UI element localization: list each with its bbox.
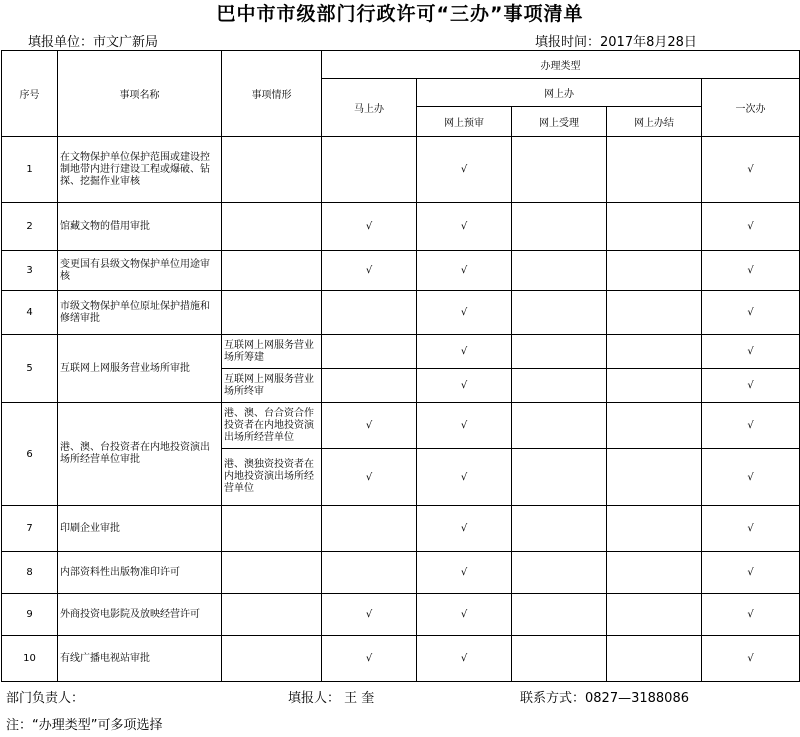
meta-row (0, 28, 800, 50)
check-immediate: √ (322, 449, 417, 506)
row-item-name: 在文物保护单位保护范围或建设控制地带内进行建设工程或爆破、钻探、挖掘作业审核 (58, 137, 222, 203)
check-online-accept (512, 335, 607, 369)
check-online-accept (512, 636, 607, 682)
contact-info: 联系方式：0827—3188086 (520, 691, 689, 706)
header-immediate: 马上办 (322, 79, 417, 137)
table-row (2, 636, 800, 682)
row-situation (222, 506, 322, 552)
check-once: √ (702, 291, 800, 335)
check-online-complete (607, 291, 702, 335)
row-situation (222, 291, 322, 335)
page-title: 巴中市市级部门行政许可“三办”事项清单 (216, 3, 584, 25)
row-situation: 港、澳、台合资合作投资者在内地投资演出场所经营单位 (222, 403, 322, 449)
row-item-name: 内部资料性出版物准印许可 (58, 552, 222, 594)
header-online: 网上办 (417, 79, 702, 107)
check-once: √ (702, 594, 800, 636)
check-online-accept (512, 552, 607, 594)
table-row (2, 291, 800, 335)
check-once: √ (702, 251, 800, 291)
check-online-accept (512, 203, 607, 251)
check-online-accept (512, 369, 607, 403)
check-once: √ (702, 403, 800, 449)
row-situation (222, 552, 322, 594)
check-online-review: √ (417, 594, 512, 636)
check-immediate (322, 291, 417, 335)
table-row (2, 251, 800, 291)
check-once: √ (702, 506, 800, 552)
check-once: √ (702, 552, 800, 594)
table-row (2, 335, 800, 369)
check-online-complete (607, 203, 702, 251)
row-item-name: 馆藏文物的借用审批 (58, 203, 222, 251)
row-seq: 6 (2, 403, 58, 506)
row-seq: 3 (2, 251, 58, 291)
table-row (2, 203, 800, 251)
check-online-review: √ (417, 449, 512, 506)
department-head: 部门负责人： (6, 691, 85, 706)
check-online-accept (512, 291, 607, 335)
row-seq: 5 (2, 335, 58, 403)
row-situation: 港、澳独资投资者在内地投资演出场所经营单位 (222, 449, 322, 506)
row-seq: 4 (2, 291, 58, 335)
row-seq: 9 (2, 594, 58, 636)
check-online-accept (512, 594, 607, 636)
header-once: 一次办 (702, 79, 800, 137)
header-type: 办理类型 (322, 51, 800, 79)
check-online-review: √ (417, 636, 512, 682)
row-seq: 10 (2, 636, 58, 682)
row-seq: 8 (2, 552, 58, 594)
header-online-complete: 网上办结 (607, 107, 702, 137)
table-row (2, 137, 800, 203)
table-row (2, 552, 800, 594)
check-once: √ (702, 369, 800, 403)
row-situation: 互联网上网服务营业场所筹建 (222, 335, 322, 369)
table-row (2, 403, 800, 449)
row-item-name: 外商投资电影院及放映经营许可 (58, 594, 222, 636)
check-online-review: √ (417, 335, 512, 369)
check-online-accept (512, 449, 607, 506)
check-immediate (322, 137, 417, 203)
check-online-complete (607, 594, 702, 636)
row-seq: 2 (2, 203, 58, 251)
row-item-name: 市级文物保护单位原址保护措施和修缮审批 (58, 291, 222, 335)
check-online-complete (607, 403, 702, 449)
check-once: √ (702, 449, 800, 506)
check-immediate: √ (322, 594, 417, 636)
check-once: √ (702, 636, 800, 682)
check-online-complete (607, 552, 702, 594)
check-immediate: √ (322, 251, 417, 291)
row-situation (222, 203, 322, 251)
check-online-accept (512, 137, 607, 203)
row-situation (222, 251, 322, 291)
check-online-complete (607, 636, 702, 682)
reporting-date: 填报时间：2017年8月28日 (535, 35, 697, 50)
check-immediate (322, 369, 417, 403)
check-immediate: √ (322, 203, 417, 251)
check-online-complete (607, 335, 702, 369)
check-immediate (322, 506, 417, 552)
check-once: √ (702, 137, 800, 203)
header-online-accept: 网上受理 (512, 107, 607, 137)
items-table (1, 50, 800, 682)
row-item-name: 印刷企业审批 (58, 506, 222, 552)
header-name: 事项名称 (58, 51, 222, 137)
check-immediate (322, 335, 417, 369)
check-immediate: √ (322, 636, 417, 682)
row-item-name: 有线广播电视站审批 (58, 636, 222, 682)
check-online-review: √ (417, 291, 512, 335)
header-situation: 事项情形 (222, 51, 322, 137)
filled-by: 填报人： 王 奎 (288, 691, 375, 706)
check-immediate: √ (322, 403, 417, 449)
footnote: 注：“办理类型”可多项选择 (6, 718, 163, 733)
check-online-review: √ (417, 203, 512, 251)
row-situation: 互联网上网服务营业场所终审 (222, 369, 322, 403)
header-online-review: 网上预审 (417, 107, 512, 137)
row-situation (222, 636, 322, 682)
check-online-complete (607, 449, 702, 506)
check-online-review: √ (417, 369, 512, 403)
check-once: √ (702, 203, 800, 251)
footer-row (0, 682, 800, 710)
row-item-name: 变更国有县级文物保护单位用途审核 (58, 251, 222, 291)
row-situation (222, 594, 322, 636)
table-row (2, 594, 800, 636)
check-once: √ (702, 335, 800, 369)
check-online-complete (607, 369, 702, 403)
check-immediate (322, 552, 417, 594)
check-online-accept (512, 506, 607, 552)
check-online-review: √ (417, 251, 512, 291)
check-online-complete (607, 251, 702, 291)
check-online-review: √ (417, 506, 512, 552)
row-item-name: 港、澳、台投资者在内地投资演出场所经营单位审批 (58, 403, 222, 506)
check-online-accept (512, 403, 607, 449)
check-online-complete (607, 506, 702, 552)
row-seq: 7 (2, 506, 58, 552)
check-online-review: √ (417, 137, 512, 203)
reporting-unit: 填报单位：市文广新局 (28, 35, 159, 50)
table-row (2, 506, 800, 552)
check-online-accept (512, 251, 607, 291)
header-seq: 序号 (2, 51, 58, 137)
check-online-review: √ (417, 552, 512, 594)
row-situation (222, 137, 322, 203)
check-online-complete (607, 137, 702, 203)
row-seq: 1 (2, 137, 58, 203)
row-item-name: 互联网上网服务营业场所审批 (58, 335, 222, 403)
check-online-review: √ (417, 403, 512, 449)
